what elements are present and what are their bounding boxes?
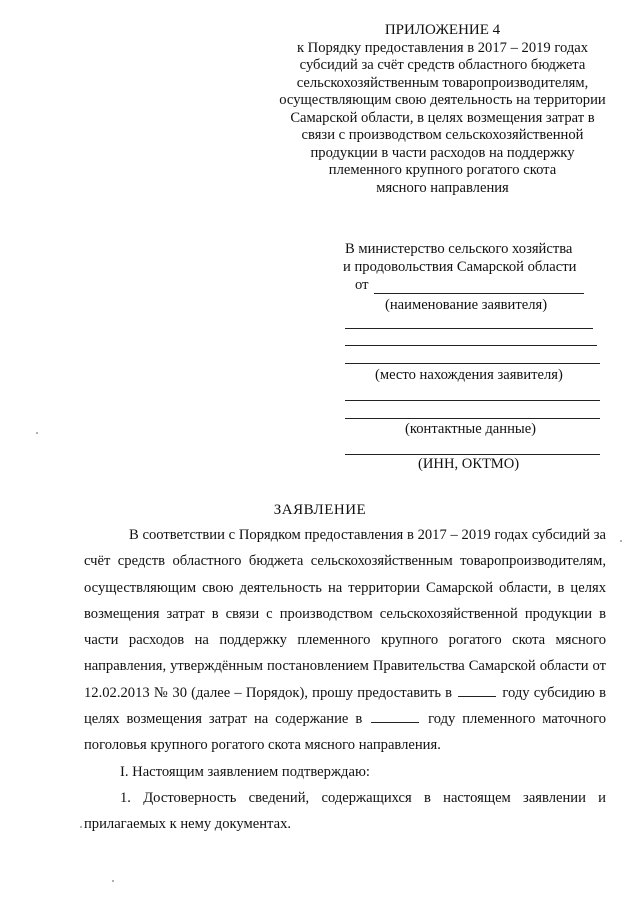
addressee-block [345, 240, 605, 294]
paragraph-text: году субсидию в целях возмещения затрат на содержание в [84, 684, 606, 728]
appendix-line: к Порядку предоставления в 2017 – 2019 годах [296, 39, 589, 56]
caption-applicant-location: (место нахождения заявителя) [375, 367, 563, 383]
caption-inn-oktmo: (ИНН, ОКТМО) [418, 456, 520, 472]
scan-speck [112, 880, 114, 882]
from-row [355, 276, 605, 294]
year-field-1[interactable] [458, 684, 496, 697]
main-paragraph [84, 522, 606, 759]
location-line[interactable] [345, 418, 600, 419]
applicant-name-field[interactable] [374, 278, 584, 294]
appendix-line: мясного направления [376, 179, 509, 196]
scan-speck [80, 826, 82, 828]
paragraph-text: В соответствии с Порядком предоставления в 2017 – 2019 годах субсидий за счёт средств областного бюджета сельскохозяйственным товаропроизводителям, осуществляющим свою деятельность на территории Самарской области, в целях возмещения затрат в связи с производством сельскохозяйственной продукции в части расходов на поддержку племенного крупного рогатого скота мясного направления, утверждённым постановлением Правительства Самарской области от 12.02.2013 № 30 (далее – Порядок), прошу предоставить в [84, 527, 606, 701]
location-line[interactable] [345, 400, 600, 401]
appendix-line: продукции в части расходов на поддержку [310, 144, 575, 161]
document-title: ЗАЯВЛЕНИЕ [273, 502, 367, 518]
list-item: 1. Достоверность сведений, содержащихся в настоящем заявлении и прилагаемых к нему документах. [84, 789, 606, 833]
applicant-line[interactable] [345, 328, 593, 329]
appendix-line: племенного крупного рогатого скота [328, 162, 557, 178]
scan-speck [36, 432, 38, 434]
appendix-title: ПРИЛОЖЕНИЕ 4 [384, 22, 501, 38]
applicant-line[interactable] [345, 345, 597, 346]
appendix-line: связи с производством сельскохозяйственной [301, 127, 584, 143]
addressee-line-1: В министерство сельского хозяйства [345, 241, 573, 257]
paragraph-text: году племенного маточного поголовья крупного рогатого скота мясного направления. [84, 711, 606, 754]
section-heading: I. Настоящим заявлением подтверждаю: [120, 763, 370, 780]
from-label: от [355, 277, 369, 293]
appendix-line: осуществляющим свою деятельность на территории [279, 92, 606, 108]
caption-contacts: (контактные данные) [405, 421, 537, 437]
appendix-line: сельскохозяйственным товаропроизводителям, [296, 74, 589, 91]
appendix-line: Самарской области, в целях возмещения затрат в [290, 109, 595, 126]
document-body [84, 522, 606, 838]
appendix-line: субсидий за счёт средств областного бюджета [299, 57, 586, 73]
addressee-line-2: и продовольствия Самарской области [343, 259, 577, 275]
scan-speck [620, 540, 622, 542]
appendix-header [270, 22, 615, 197]
caption-applicant-name: (наименование заявителя) [385, 297, 548, 313]
year-field-2[interactable] [371, 710, 419, 723]
applicant-line[interactable] [345, 363, 600, 364]
contacts-line[interactable] [345, 454, 600, 455]
